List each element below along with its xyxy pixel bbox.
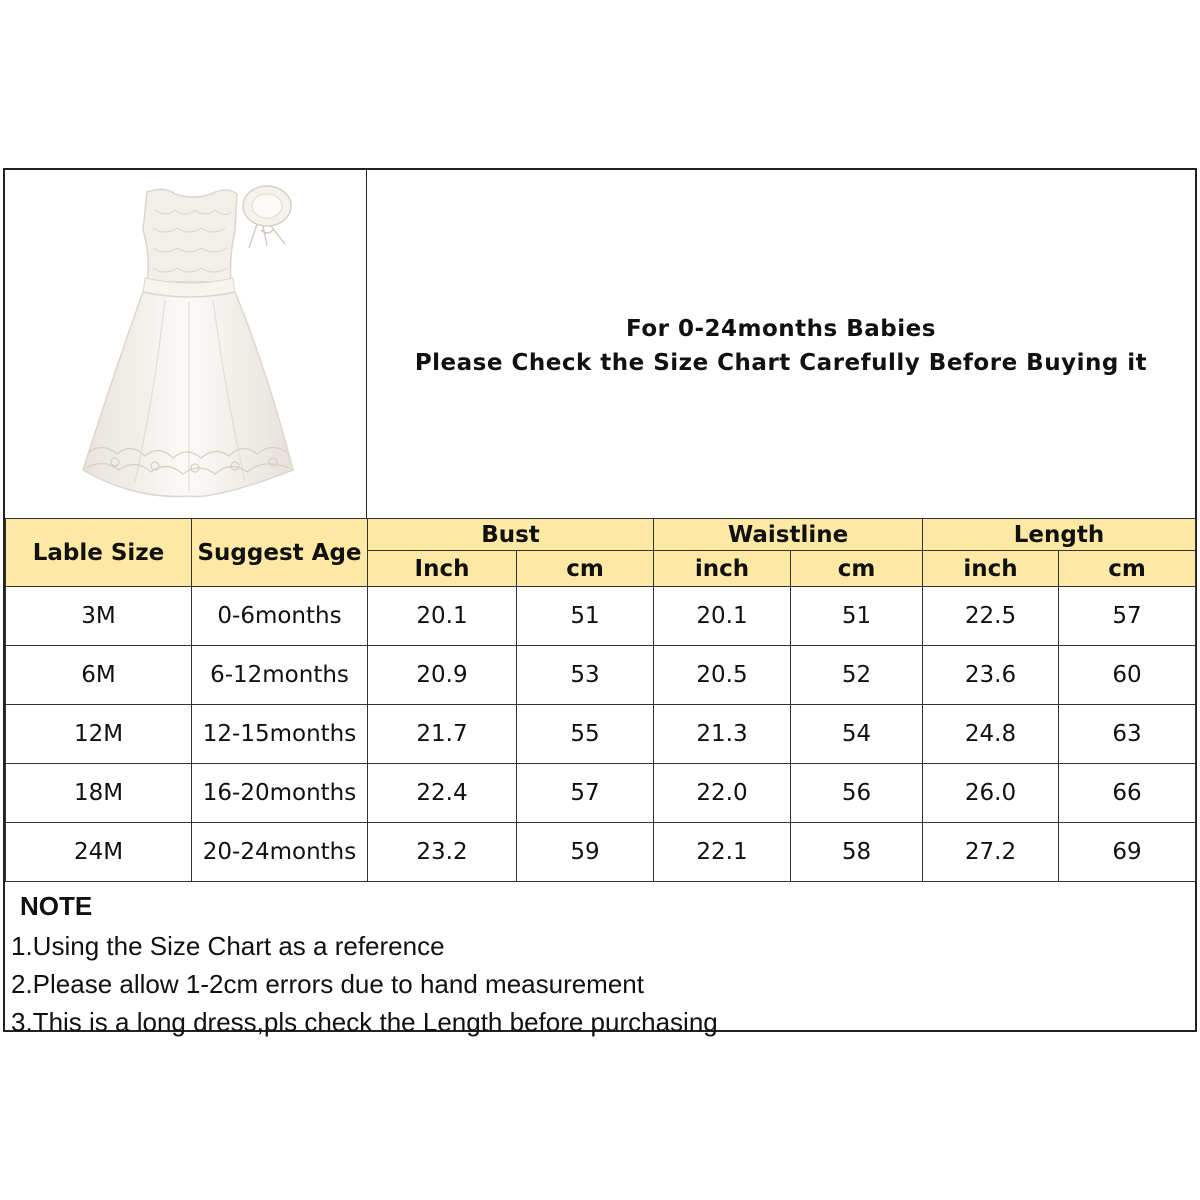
header-label-size: Lable Size: [6, 519, 192, 587]
size-chart-frame: [3, 168, 1197, 1037]
size-table: [5, 518, 1196, 882]
note-item: 3.This is a long dress,pls check the Length before purchasing: [11, 1007, 718, 1037]
cell-size: 3M: [6, 587, 192, 646]
header-waist-cm: cm: [791, 551, 923, 587]
cell-waist-cm: 54: [791, 705, 923, 764]
cell-waist-cm: 51: [791, 587, 923, 646]
header-bust: Bust: [368, 519, 654, 551]
cell-length-cm: 66: [1059, 764, 1196, 823]
cell-size: 12M: [6, 705, 192, 764]
top-section: [5, 170, 1195, 518]
cell-bust-cm: 53: [517, 646, 654, 705]
cell-bust-inch: 23.2: [368, 823, 517, 882]
table-row: [6, 764, 1196, 823]
cell-bust-cm: 59: [517, 823, 654, 882]
cell-age: 20-24months: [192, 823, 368, 882]
table-row: [6, 823, 1196, 882]
header-length-inch: inch: [923, 551, 1059, 587]
cell-waist-inch: 20.1: [654, 587, 791, 646]
cell-length-inch: 22.5: [923, 587, 1059, 646]
cell-length-cm: 69: [1059, 823, 1196, 882]
cell-bust-cm: 55: [517, 705, 654, 764]
header-bust-cm: cm: [517, 551, 654, 587]
cell-waist-cm: 56: [791, 764, 923, 823]
cell-bust-inch: 20.1: [368, 587, 517, 646]
header-waist-inch: inch: [654, 551, 791, 587]
cell-size: 6M: [6, 646, 192, 705]
cell-waist-inch: 21.3: [654, 705, 791, 764]
note-item: 2.Please allow 1-2cm errors due to hand measurement: [11, 969, 644, 999]
product-image: [5, 170, 367, 518]
cell-age: 16-20months: [192, 764, 368, 823]
cell-waist-inch: 20.5: [654, 646, 791, 705]
notes-section: [5, 885, 1195, 1037]
cell-length-cm: 57: [1059, 587, 1196, 646]
cell-length-cm: 60: [1059, 646, 1196, 705]
note-title: NOTE: [20, 891, 93, 921]
header-bust-inch: Inch: [368, 551, 517, 587]
cell-length-inch: 23.6: [923, 646, 1059, 705]
cell-length-cm: 63: [1059, 705, 1196, 764]
cell-length-inch: 26.0: [923, 764, 1059, 823]
cell-bust-inch: 21.7: [368, 705, 517, 764]
header-length: Length: [923, 519, 1196, 551]
cell-bust-cm: 57: [517, 764, 654, 823]
header-length-cm: cm: [1059, 551, 1196, 587]
cell-size: 24M: [6, 823, 192, 882]
cell-waist-inch: 22.0: [654, 764, 791, 823]
table-row: [6, 587, 1196, 646]
dress-illustration: [5, 170, 365, 516]
cell-bust-cm: 51: [517, 587, 654, 646]
heading-line-2: Please Check the Size Chart Carefully Before Buying it: [414, 350, 1148, 376]
cell-waist-cm: 52: [791, 646, 923, 705]
note-item: 1.Using the Size Chart as a reference: [11, 931, 445, 961]
cell-bust-inch: 22.4: [368, 764, 517, 823]
cell-waist-inch: 22.1: [654, 823, 791, 882]
cell-age: 6-12months: [192, 646, 368, 705]
cell-waist-cm: 58: [791, 823, 923, 882]
header-suggest-age: Suggest Age: [192, 519, 368, 587]
cell-size: 18M: [6, 764, 192, 823]
cell-length-inch: 24.8: [923, 705, 1059, 764]
table-row: [6, 646, 1196, 705]
cell-age: 12-15months: [192, 705, 368, 764]
heading-cell: [367, 170, 1195, 518]
heading-line-1: For 0-24months Babies: [626, 316, 936, 342]
cell-bust-inch: 20.9: [368, 646, 517, 705]
table-row: [6, 705, 1196, 764]
bonnet: [243, 186, 291, 248]
header-waistline: Waistline: [654, 519, 923, 551]
cell-length-inch: 27.2: [923, 823, 1059, 882]
cell-age: 0-6months: [192, 587, 368, 646]
